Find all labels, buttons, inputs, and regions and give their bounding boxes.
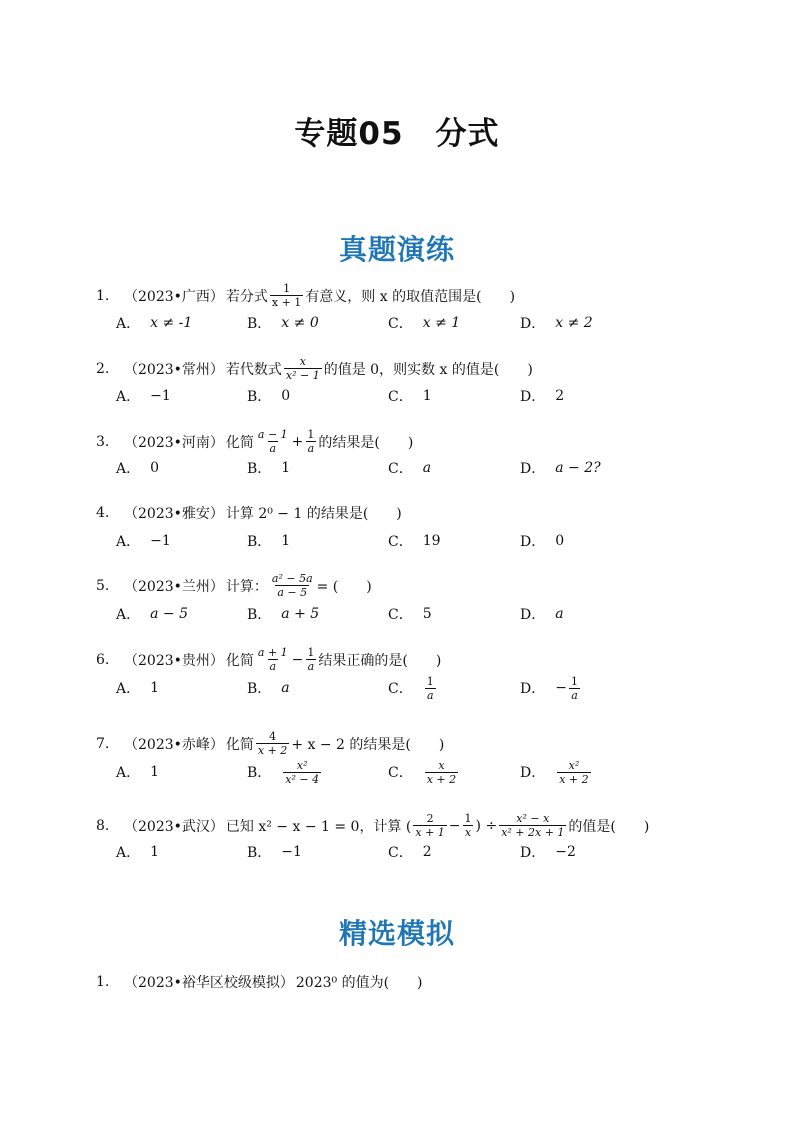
question-text: 的值是( ) [568, 818, 650, 835]
numerator: x² − x [516, 812, 550, 825]
option-c: C． 5 [388, 606, 432, 623]
option-b: B． 1 [247, 460, 291, 477]
option-a: A． x ≠ -1 [116, 315, 193, 332]
question-1 [96, 282, 515, 309]
question-text: 化简 [225, 736, 254, 753]
question-text: 结果正确的是( ) [318, 652, 442, 669]
question-2 [96, 355, 533, 382]
numerator: x [299, 355, 306, 368]
denominator: x² − 1 [285, 369, 320, 382]
question-text: = ( ) [316, 578, 372, 595]
numerator: 1 [307, 646, 315, 659]
question-text: + x − 2 的结果是( ) [291, 736, 445, 753]
question-text: 已知 x² − x − 1 = 0，计算 ( [225, 818, 412, 835]
option-c: C． 2 [388, 844, 432, 861]
option-d: D． a [520, 606, 564, 623]
option-b: B． x ≠ 0 [247, 315, 319, 332]
question-text: 化简 [225, 652, 254, 669]
question-text: 有意义，则 x 的取值范围是( ) [305, 288, 516, 305]
question-7 [96, 730, 444, 757]
option-d: D． 0 [520, 533, 565, 550]
fraction [256, 428, 290, 455]
denominator: a [269, 442, 277, 455]
fraction [499, 812, 566, 839]
question-source: （2023•武汉） [124, 818, 224, 835]
question-text: 的值是 0，则实数 x 的值是( ) [323, 361, 533, 378]
option-d: D． − $\frac{1}{a}$ [520, 674, 578, 702]
question-number: 2. [96, 360, 110, 377]
option-d: D． −2 [520, 844, 576, 861]
question-source: （2023•兰州） [124, 578, 224, 595]
option-d: D． x ≠ 2 [520, 315, 593, 332]
option-c: C． $\frac{1}{a}$ [388, 674, 434, 702]
option-c: C． 1 [388, 388, 432, 405]
denominator: x [464, 826, 472, 839]
question-number: 4. [96, 505, 110, 521]
question-number: 7. [96, 735, 110, 752]
fraction [270, 572, 315, 599]
numerator: 2 [426, 812, 434, 825]
mock-question-1 [96, 972, 423, 992]
question-text: 若代数式 [225, 361, 282, 378]
denominator: a − 5 [277, 586, 308, 599]
fraction [305, 646, 316, 673]
fraction [256, 730, 289, 757]
question-text: 化简 [225, 434, 254, 451]
question-3 [96, 428, 413, 455]
operator: ) ÷ [475, 817, 498, 834]
numerator: 1 [307, 428, 315, 441]
option-b: B． 1 [247, 533, 291, 550]
fraction [413, 812, 446, 839]
question-text: 2023⁰ 的值为( ) [295, 975, 423, 991]
option-b: B． a [247, 680, 290, 697]
fraction [256, 646, 290, 673]
question-source: （2023•广西） [124, 288, 224, 305]
question-source: （2023•贵州） [124, 652, 224, 669]
question-text: 计算： [225, 578, 268, 595]
fraction [463, 812, 474, 839]
option-d: D． $\frac{\text{x²}}{x + 2}$ [520, 758, 589, 786]
question-number: 1. [96, 974, 110, 990]
option-a: A． −1 [116, 533, 171, 550]
operator: + [291, 433, 304, 450]
option-a: A． 0 [116, 460, 160, 477]
question-source: （2023•赤峰） [124, 736, 224, 753]
question-4 [96, 503, 402, 523]
option-a: A． −1 [116, 388, 171, 405]
numerator: a + 1 [257, 646, 288, 659]
question-number: 5. [96, 577, 110, 594]
option-b: B． −1 [247, 844, 302, 861]
question-text: 若分式 [225, 288, 268, 305]
denominator: a [269, 660, 277, 673]
section-heading-real-exams: 真题演练 [338, 233, 455, 266]
option-d: D． a − 2? [520, 460, 601, 477]
denominator: a [307, 442, 315, 455]
option-a: A． a − 5 [116, 606, 189, 623]
question-source: （2023•雅安） [124, 506, 224, 522]
question-source: （2023•常州） [124, 361, 224, 378]
option-d: D． 2 [520, 388, 565, 405]
option-c: C． x ≠ 1 [388, 315, 461, 332]
denominator: a [307, 660, 315, 673]
question-source: （2023•河南） [124, 434, 224, 451]
question-text: 计算 2⁰ − 1 的结果是( ) [225, 506, 402, 522]
option-a: A． 1 [116, 844, 160, 861]
numerator: 4 [269, 730, 277, 743]
option-b: B． a + 5 [247, 606, 320, 623]
denominator: x + 1 [415, 826, 445, 839]
numerator: a − 1 [257, 428, 288, 441]
option-a: A． 1 [116, 764, 160, 781]
denominator: x + 2 [257, 744, 288, 757]
question-source: （2023•裕华区校级模拟） [124, 975, 294, 991]
section-heading-selected-mock: 精选模拟 [338, 917, 455, 950]
operator: − [291, 651, 304, 668]
option-b: B． $\frac{\text{x²}}{\text{x² − 4}}$ [247, 758, 320, 786]
question-5 [96, 572, 372, 599]
option-b: B． 0 [247, 388, 291, 405]
numerator: 1 [283, 282, 291, 295]
numerator: a² − 5a [271, 572, 313, 585]
question-number: 3. [96, 433, 110, 450]
question-6 [96, 646, 441, 673]
operator: − [448, 817, 461, 834]
question-number: 6. [96, 651, 110, 668]
question-text: 的结果是( ) [318, 434, 414, 451]
question-8 [96, 812, 649, 839]
option-a: A． 1 [116, 680, 160, 697]
denominator: x + 1 [271, 296, 302, 309]
option-c: C． 19 [388, 533, 441, 550]
question-number: 8. [96, 817, 110, 834]
fraction [284, 355, 322, 382]
question-number: 1. [96, 287, 110, 304]
fraction [305, 428, 316, 455]
option-c: C． $\frac{x}{x + 2}$ [388, 758, 457, 786]
numerator: 1 [464, 812, 472, 825]
option-c: C． a [388, 460, 432, 477]
fraction [270, 282, 303, 309]
page-title: 专题05 分式 [294, 116, 500, 152]
denominator: x² + 2x + 1 [501, 826, 565, 839]
